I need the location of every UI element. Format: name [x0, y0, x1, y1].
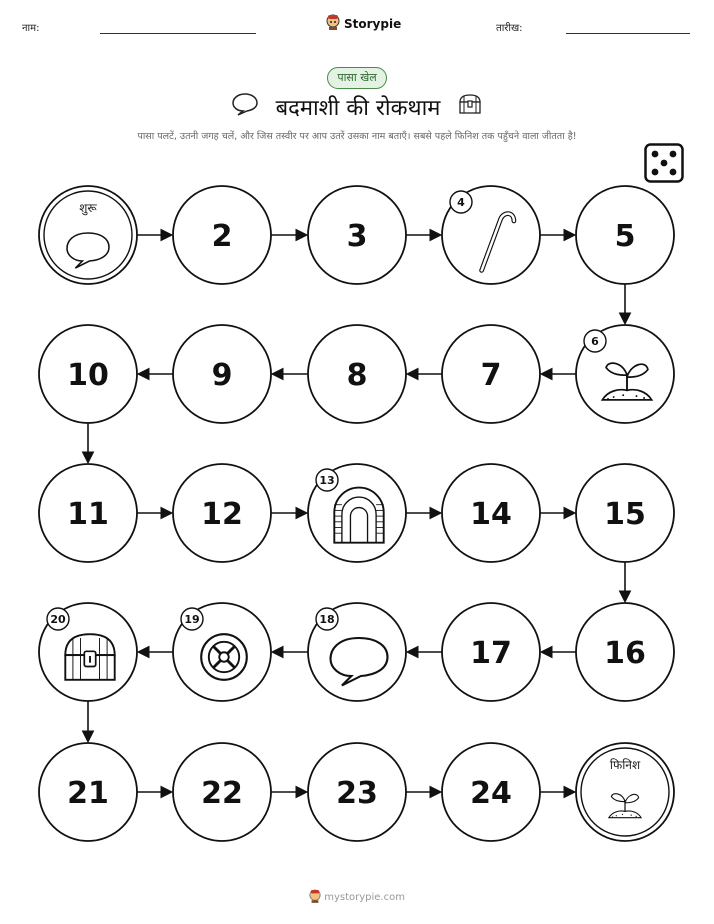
space-number: 10 [67, 358, 109, 393]
board-space [39, 603, 137, 701]
space-number-badge: 4 [457, 196, 465, 209]
space-number-badge: 13 [319, 474, 335, 487]
title-text: बदमाशी की रोकथाम [275, 96, 441, 121]
board-space [442, 325, 540, 423]
board-space [308, 603, 406, 701]
board-space [173, 186, 271, 284]
board-space [308, 743, 406, 841]
board-space [173, 325, 271, 423]
space-number: 22 [201, 776, 243, 811]
board-space [442, 464, 540, 562]
space-number-badge: 19 [184, 613, 200, 626]
space-number-badge: 18 [319, 613, 335, 626]
board-space [308, 325, 406, 423]
board-space [576, 464, 674, 562]
board-space [173, 743, 271, 841]
space-number: 15 [604, 497, 646, 532]
board-space [576, 325, 674, 423]
board-space [442, 743, 540, 841]
footer-url[interactable]: mystorypie.com [324, 892, 405, 903]
space-number: 16 [604, 636, 646, 671]
space-number: 11 [67, 497, 109, 532]
space-number: 12 [201, 497, 243, 532]
game-type-badge: पासा खेल [327, 67, 387, 89]
date-label: तारीख: [496, 23, 523, 34]
space-number: 9 [211, 358, 233, 393]
board-space [39, 464, 137, 562]
board-space [576, 186, 674, 284]
space-number: 21 [67, 776, 109, 811]
instructions: पासा पलटें, उतनी जगह चलें, और जिस तस्वीर पर आप उतरें उसका नाम बताएँ। सबसे पहले फिनिश तक पहुँचने वाला जीतता है! [137, 131, 577, 142]
brand-name: Storypie [344, 16, 402, 31]
vault-wheel-icon [201, 634, 247, 680]
board-space [308, 186, 406, 284]
storypie-mascot-icon [309, 889, 321, 906]
space-number: 8 [346, 358, 368, 393]
board-space [173, 464, 271, 562]
board-space [39, 325, 137, 423]
board-space [442, 186, 540, 284]
space-number-badge: 6 [591, 335, 599, 348]
finish-label: फिनिश [609, 758, 641, 772]
tunnel-icon [334, 488, 383, 543]
board-space [308, 464, 406, 562]
treasure-chest-icon [65, 634, 114, 680]
start-label: शुरू [79, 201, 97, 215]
board-space [39, 743, 137, 841]
space-number: 2 [211, 219, 233, 254]
space-number: 17 [470, 636, 512, 671]
finish-space [576, 743, 674, 841]
space-number: 7 [480, 358, 502, 393]
space-number: 5 [614, 219, 636, 254]
start-space [39, 186, 137, 284]
board-space [576, 603, 674, 701]
name-label: नाम: [22, 23, 40, 34]
board-space [173, 603, 271, 701]
space-number-badge: 20 [50, 613, 66, 626]
board-space [442, 603, 540, 701]
footer [0, 889, 714, 906]
space-number: 23 [336, 776, 378, 811]
space-number: 3 [346, 219, 368, 254]
space-number: 24 [470, 776, 512, 811]
space-number: 14 [470, 497, 512, 532]
